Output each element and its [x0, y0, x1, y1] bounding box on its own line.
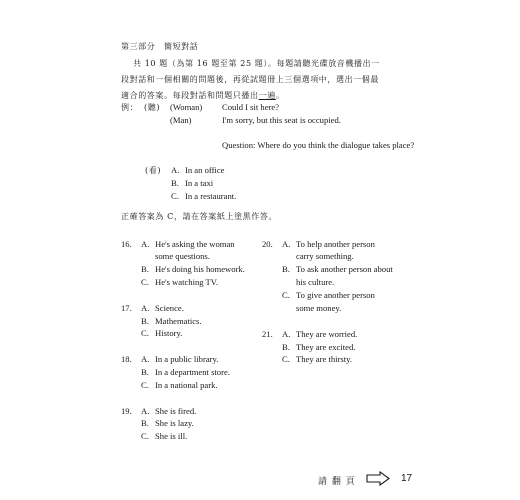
example-man-line: I'm sorry, but this seat is occupied.: [222, 115, 341, 125]
question-17: 17. A. Science.: [121, 303, 184, 313]
question-17-c: C. History.: [141, 328, 183, 338]
question-21: 21. A. They are worried.: [262, 329, 358, 339]
question-16-a-cont: some questions.: [155, 251, 210, 261]
example-listen-tag: (聽): [144, 103, 161, 112]
question-16: 16. A. He's asking the woman: [121, 239, 235, 249]
question-20-a-cont: carry something.: [296, 251, 354, 261]
question-19-c: C. She is ill.: [141, 431, 188, 441]
question-21-b: B. They are excited.: [282, 342, 356, 352]
page-number: 17: [401, 473, 413, 484]
intro-emphasis: 一遍: [258, 91, 276, 100]
intro-line-1: 共 10 題（為第 16 題至第 25 題）。每題請聽光碟放音機播出一: [133, 59, 380, 68]
question-21-c: C. They are thirsty.: [282, 354, 352, 364]
intro-line-3-pre: 適合的答案。每段對話和問題只播出: [121, 91, 259, 100]
question-20-b-cont: his culture.: [296, 277, 335, 287]
question-17-b: B. Mathematics.: [141, 316, 202, 326]
example-man-tag: (Man): [170, 115, 192, 125]
example-option-b: B. In a taxi: [171, 178, 214, 188]
arrow-right-icon: [366, 471, 391, 486]
question-18: 18. A. In a public library.: [121, 354, 219, 364]
answer-note: 正確答案為 C，請在答案紙上塗黑作答。: [121, 212, 278, 221]
turn-page-label: 請 翻 頁: [318, 477, 356, 487]
example-woman-line: Could I sit here?: [222, 102, 280, 112]
example-woman-tag: (Woman): [170, 102, 203, 112]
question-18-c: C. In a national park.: [141, 380, 218, 390]
question-20-b: B. To ask another person about: [282, 264, 393, 274]
example-label: 例：: [121, 103, 139, 112]
intro-line-3-post: 。: [275, 91, 285, 100]
example-option-c: C. In a restaurant.: [171, 191, 237, 201]
question-20-c-cont: some money.: [296, 303, 342, 313]
question-20-c: C. To give another person: [282, 290, 375, 300]
intro-line-2: 段對話和一個相關的問題後，再從試題冊上三個選項中，選出一個最: [121, 75, 379, 84]
example-option-a: A. In an office: [171, 165, 225, 175]
intro-line-3: [121, 90, 284, 101]
question-16-c: C. He's watching TV.: [141, 277, 219, 287]
question-16-b: B. He's doing his homework.: [141, 264, 245, 274]
example-look-tag: (看): [145, 166, 162, 175]
question-19: 19. A. She is fired.: [121, 406, 197, 416]
question-19-b: B. She is lazy.: [141, 418, 194, 428]
section-title: 第三部分 簡短對話: [121, 42, 199, 51]
question-20: 20. A. To help another person: [262, 239, 375, 249]
example-question: Question: Where do you think the dialogue takes place?: [222, 140, 415, 150]
question-18-b: B. In a department store.: [141, 367, 230, 377]
